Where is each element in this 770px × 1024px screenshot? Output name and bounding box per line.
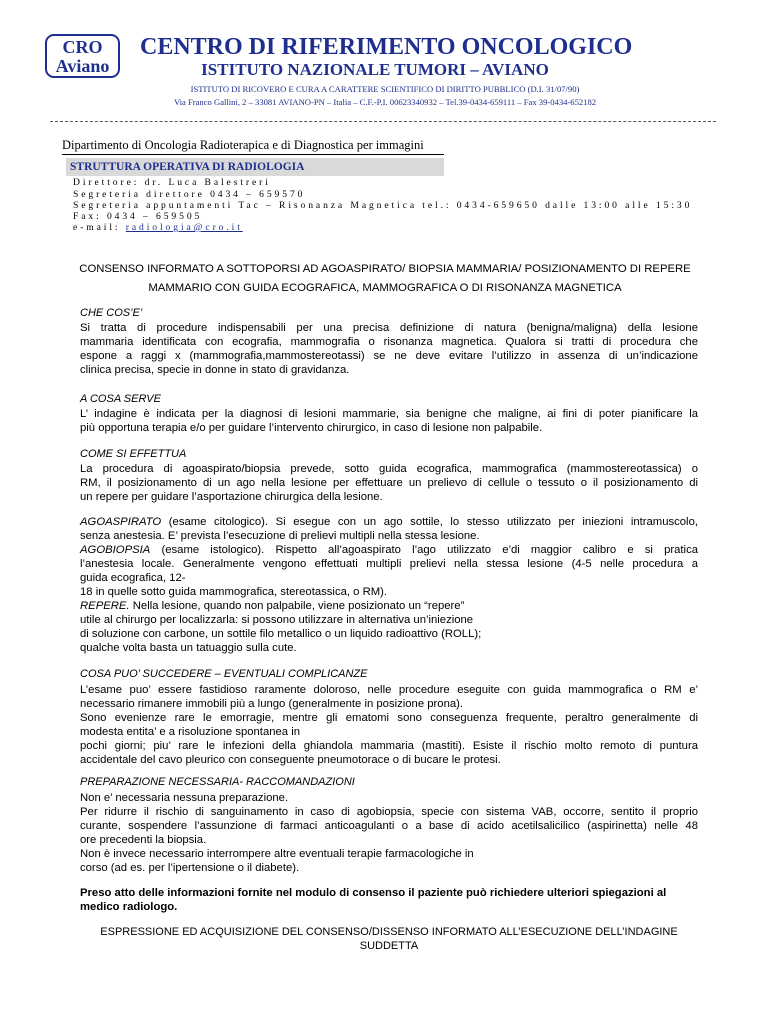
page-subtitle: ISTITUTO NAZIONALE TUMORI – AVIANO	[201, 60, 549, 79]
section-heading-how: COME SI EFFETTUA	[80, 448, 187, 460]
cro-logo	[45, 34, 120, 78]
header-divider	[50, 121, 716, 122]
text-span: Nella lesione, quando non palpabile, viene posizionato un “repere”	[129, 600, 465, 612]
paragraph-line: corso (ad es. per l’ipertensione o il diabete).	[80, 862, 300, 874]
section-heading-purpose: A COSA SERVE	[80, 393, 161, 405]
director-line: Direttore: dr. Luca Balestreri	[73, 177, 271, 188]
fax-line: Fax: 0434 – 659505	[73, 211, 203, 222]
term-repere: REPERE.	[80, 600, 130, 612]
paragraph-line: utile al chirurgo per localizzarla: si possono utilizzare in alternativa un’iniezione	[80, 614, 474, 626]
paragraph-line: ore precedenti la biopsia.	[80, 834, 207, 846]
page-title: CENTRO DI RIFERIMENTO ONCOLOGICO	[140, 34, 633, 60]
text-span: (esame citologico). Si esegue con un ago sottile, lo stesso utilizzato per iniezioni intramuscolo,	[161, 516, 698, 528]
paragraph-line: qualche volta basta un tatuaggio sulla cute.	[80, 642, 297, 654]
paragraph-line: Non e’ necessaria nessuna preparazione.	[80, 792, 289, 804]
section-heading-complications: COSA PUO’ SUCCEDERE – EVENTUALI COMPLICANZE	[80, 668, 368, 680]
document-title-line-2: MAMMARIO CON GUIDA ECOGRAFICA, MAMMOGRAFICA O DI RISONANZA MAGNETICA	[148, 282, 622, 294]
term-agoaspirato: AGOASPIRATO	[80, 516, 162, 528]
unit-name: STRUTTURA OPERATIVA DI RADIOLOGIA	[66, 158, 444, 176]
logo-text-aviano: Aviano	[55, 56, 110, 76]
term-agobiopsia: AGOBIOPSIA	[80, 544, 151, 556]
email-label: e-mail:	[73, 222, 126, 233]
paragraph-line: di soluzione con carbone, un sottile filo metallico o un liquido radioattivo (ROLL);	[80, 628, 482, 640]
paragraph-line: senza anestesia. E’ prevista l’esecuzione di prelievi multipli nella stessa lesione.	[80, 530, 480, 542]
consent-heading-line-1: ESPRESSIONE ED ACQUISIZIONE DEL CONSENSO/DISSENSO INFORMATO ALL’ESECUZIONE DELL’INDAGINE	[100, 926, 678, 938]
paragraph-line	[80, 599, 464, 613]
paragraph-line: un repere per guidare l’asportazione chirurgica della lesione.	[80, 491, 383, 503]
paragraph-line: necessario rimanere immobili più a lungo (generalmente in posizione prona).	[80, 698, 464, 710]
document-title-line-1: CONSENSO INFORMATO A SOTTOPORSI AD AGOASPIRATO/ BIOPSIA MAMMARIA/ POSIZIONAMENTO DI REPERE	[79, 263, 691, 275]
paragraph-line: clinica precisa, specie in donne in stato di gravidanza.	[80, 364, 350, 376]
paragraph-line: Per ridurre il rischio di sanguinamento in caso di agobiopsia, specie con sistema VAB, occorre, sentito il proprio	[80, 806, 698, 818]
paragraph-line: Non è invece necessario interrompere altre eventuali terapie farmacologiche in	[80, 848, 474, 860]
paragraph-line: Si tratta di procedure indispensabili per una precisa definizione di natura (benigna/maligna) della lesione	[80, 322, 698, 334]
section-heading-what: CHE COS’E’	[80, 307, 143, 319]
note-line: medico radiologo.	[80, 901, 178, 913]
department-divider	[62, 154, 444, 155]
department-name: Dipartimento di Oncologia Radioterapica e di Diagnostica per immagini	[62, 138, 424, 152]
paragraph-line: RM, il posizionamento di un ago nella lesione per effettuare un prelievo di cellule o tessuto o il posizionamento di	[80, 477, 698, 489]
email-line	[73, 222, 243, 233]
email-link[interactable]: radiologia@cro.it	[125, 222, 243, 233]
secretary-line: Segreteria direttore 0434 – 659570	[73, 189, 306, 200]
address-line: Via Franco Gallini, 2 – 33081 AVIANO-PN – Italia – C.F.-P.I. 00623340932 – Tel.39-0434-659111 – Fax 39-0434-652182	[173, 97, 597, 107]
section-heading-preparation: PREPARAZIONE NECESSARIA- RACCOMANDAZIONI	[80, 776, 355, 788]
appointments-line: Segreteria appuntamenti Tac – Risonanza Magnetica tel.: 0434-659650 dalle 13:00 alle 15:30	[73, 200, 693, 211]
paragraph-line: mammaria identificata con ecografia, mammografia o risonanza magnetica. Qualora si tratti di procedura che	[80, 336, 698, 348]
paragraph-line: 18 in quelle sotto guida mammografica, stereotassica, o RM).	[80, 586, 388, 598]
paragraph-line: L’ indagine è indicata per la diagnosi di lesioni mammarie, sia benigne che maligne, ai fini di poter pianificare la	[80, 408, 698, 420]
paragraph-line	[80, 543, 698, 557]
paragraph-line: accidentale del cavo pleurico con conseguente pneumotorace o di bucare le protesi.	[80, 754, 501, 766]
paragraph-line: l’anestesia locale. Generalmente vengono effettuati multipli prelievi nella stessa lesione (4-5 nelle procedura a	[80, 558, 698, 570]
text-span: (esame istologico). Rispetto all’agoaspirato l’ago utilizzato e’di maggior calibro e si pratica	[150, 544, 698, 556]
paragraph-line: pochi giorni; piu’ rare le infezioni della ghiandola mammaria (mastiti). Esiste il rischio molto remoto di puntura	[80, 740, 698, 752]
paragraph-line: L’esame puo’ essere fastidioso raramente doloroso, nelle procedure eseguite con guida mammografica o RM e’	[80, 684, 698, 696]
consent-heading-line-2: SUDDETTA	[359, 940, 419, 952]
paragraph-line: modesta entita’ e a risoluzione spontanea in	[80, 726, 301, 738]
paragraph-line: Sono evenienze rare le emorragie, mentre gli ematomi sono conseguenza frequente, peraltro generalmente di	[80, 712, 698, 724]
paragraph-line: guida ecografica, 12-	[80, 572, 186, 584]
paragraph-line: curante, sospendere l’assunzione di farmaci anticoagulanti o a base di acido acetilsalicilico (aspirinetta) nelle 48	[80, 820, 698, 832]
note-line: Preso atto delle informazioni fornite nel modulo di consenso il paziente può richiedere ulteriori spiegazioni al	[80, 887, 667, 899]
paragraph-line: La procedura di agoaspirato/biopsia prevede, sotto guida ecografica, mammografica (mammostereotassica) o	[80, 463, 698, 475]
logo-text-cro: CRO	[62, 37, 103, 57]
paragraph-line: più opportuna terapia e/o per guidare l’intervento chirurgico, in caso di lesione non palpabile.	[80, 422, 543, 434]
paragraph-line	[80, 515, 698, 529]
institute-line: ISTITUTO DI RICOVERO E CURA A CARATTERE SCIENTIFICO DI DIRITTO PUBBLICO (D.I. 31/07/90)	[190, 84, 580, 94]
paragraph-line: espone a raggi x (mammografia,mammostereotassi) se ne deve evitare l’utilizzo in assenza di un’indicazione	[80, 350, 698, 362]
